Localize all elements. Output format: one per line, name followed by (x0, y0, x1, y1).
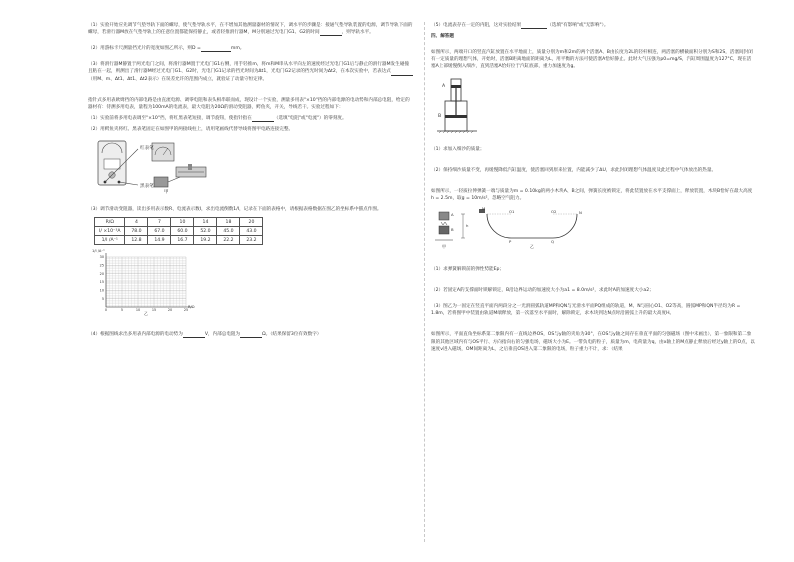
x-tick-label: 15 (151, 308, 157, 313)
table-cell: 45.0 (217, 227, 240, 236)
answer-blank[interactable] (183, 332, 205, 338)
table-cell: 19.2 (194, 236, 217, 245)
height-h-label: h (466, 222, 469, 228)
sub-question-1: （1）实验前将多用电表调至"×10"挡，将红黑表笔短接，调节旋钮，使指针指在 （选填"电阻"或"电流"）的零刻度。 (88, 115, 347, 121)
problem-1-text: 如图所示，两端开口的竖直汽缸放置在水平地面上，质量分别为m和2m的两个活塞A、B由长度为2L的轻杆相连，两活塞的横截面积分别为S和2S，活塞间封闭有一定质量的理想气体，开始时，活塞B距离地面的距离为L，用平衡的方法可使活塞A恰好静止。此时大气压强为p0=mg/S，汽缸周围温度为127°C，现在活塞A上部缓慢倒入细沙，直到活塞A恰好位于汽缸底部，重力加速度为g。 (431, 50, 753, 70)
answer-blank[interactable] (320, 30, 342, 36)
y-tick-label: 25 (99, 263, 104, 268)
data-table (94, 217, 263, 245)
table-cell: 20 (240, 218, 263, 227)
problem-2-q3: （3）图乙为一固定在竖直平面内两段分之一光滑圆弧轨道MP和QN与光滑水平面PQ组成的轨道，M、N与圆心O1、O2等高，圆弧MP和QN半径均为R = 1.8m，若将图甲中装置由轨道M端释放，第一次落至水平面时，解除锁定，求木块到达N点时沿圆弧上升的最大高度H。 (431, 304, 741, 317)
problem-1-q1: （1）求加入细沙的质量； (431, 146, 485, 152)
y-tick-label: 10 (99, 288, 104, 293)
graph-paper (92, 249, 202, 317)
point-q-label: Q (551, 238, 554, 244)
answer-blank[interactable] (240, 332, 262, 338)
block-a-label: A (451, 211, 454, 217)
y-tick-label: 30 (99, 255, 104, 260)
table-header-cell: 1/I /A⁻¹ (95, 236, 125, 245)
table-cell: 60.0 (171, 227, 194, 236)
point-p-label: P (509, 238, 512, 244)
problem-1-q2: （2）保持细沙质量不变，再缓慢降低汽缸温度，使活塞回到原来位置，内能减少了ΔU，求此封闭理想气体温度及此过程中气体放出的热量。 (431, 167, 717, 173)
answer-blank[interactable] (521, 23, 547, 29)
circuit-figure (94, 137, 234, 197)
table-cell: 14.9 (148, 236, 171, 245)
cylinder-figure (433, 75, 493, 137)
table-cell: 4 (125, 218, 148, 227)
black-probe-label: 黑表笔 (140, 184, 154, 190)
answer-blank[interactable] (391, 70, 413, 76)
graph-x-label: R/Ω (188, 305, 195, 310)
piston-b-label: B (438, 113, 442, 119)
problem-2-text: 如图所示，一轻质拉伸弹簧一端与质量为m = 0.10kg的两小木块A、B之间，弹簧长度被锁定，将此装置放在水平支撑面上，释放装置，木块B恰好在最大高度h = 2.5m，取g = 10m/s²，忽略空气阻力。 (431, 188, 753, 201)
table-cell: 52.0 (194, 227, 217, 236)
x-tick-label: 10 (135, 308, 141, 313)
left-column (88, 22, 413, 342)
x-tick-label: 0 (104, 308, 108, 313)
table-cell: 18 (217, 218, 240, 227)
figure-caption-jia: 甲 (442, 243, 446, 249)
question-1-text: （1）实验开始应先调节气垫导轨下面的螺母，使气垫导轨水平，在不增加其他测量器材的情况下，调水平的步骤是：接通气垫导轨装置的电源，调节导轨下面的螺母，若滑行器M放在气垫导轨上的任意位置都能保持静止，或者轻推滑行器M，M分别通过光电门G1、G2的时间 ，则导轨水平。 (88, 23, 413, 36)
table-cell: 16.7 (171, 236, 194, 245)
x-tick-label: 25 (183, 308, 189, 313)
table-cell: 67.0 (148, 227, 171, 236)
y-tick-label: 5 (101, 297, 104, 302)
sub-question-4: （4）根据图线求出多用表内部电源的电动势为 V，内部总电阻为 Ω。（结果保留3位有效数字） (88, 332, 322, 338)
graph-caption: 乙 (144, 311, 148, 317)
right-column (431, 22, 755, 357)
question-3-text: （3）将滑行器M静置于两光电门之间，将滑行器M置于光电门G1右侧，用手轻推m，将m和M串从水平向左的速度经过光电门G1后与静止的滑行器M发生碰撞且粘在一起，则测出了滑行器M经过光电门G1、G2时，光电门G1记录的挡光时间为Δt1，光电门G2记录的挡光时间为Δt2，在本次实验中，若表达式（用M、m、Δt1、Δt1、Δt2表示）在误差允许的范围内成立，就验证了动量守恒定律。 (88, 61, 413, 82)
x-tick-label: 20 (167, 308, 173, 313)
track-figure (433, 206, 643, 266)
section-heading: 四、解答题 (431, 34, 454, 40)
table-cell: 7 (148, 218, 171, 227)
sub-question-5: （5）电流表存在一定的内阻，这对实验结果 （选填"有影响"或"无影响"）。 (431, 23, 609, 28)
figure-caption-yi: 乙 (530, 243, 534, 249)
y-tick-label: 15 (99, 280, 104, 285)
circuit-figure-drawing (94, 137, 234, 197)
table-cell: 14 (194, 218, 217, 227)
table-cell: 22.2 (217, 236, 240, 245)
question-2-text: （2）用游标卡尺测量挡光片的宽度如图乙所示，则D = mm。 (88, 46, 245, 52)
y-tick-label: 20 (99, 272, 104, 277)
x-tick-label: 5 (120, 308, 124, 313)
piston-a-label: A (442, 83, 446, 89)
track-figure-drawing (433, 206, 643, 266)
table-cell: 23.2 (240, 236, 263, 245)
center-o2-label: O2 (551, 208, 557, 214)
table-header-cell: I/ ×10⁻³A (95, 227, 125, 236)
problem-2-q2: （2）若固定A的支撑面时锁解锁定，B沿边界运动的加速度大小为a1 = 8.0m/s²，求此时A的加速度大小a2； (431, 288, 654, 294)
table-row (95, 236, 263, 245)
center-o1-label: O1 (509, 208, 515, 214)
answer-blank[interactable] (252, 116, 274, 122)
red-probe-label: 红表笔 (140, 146, 154, 152)
table-cell: 12.8 (125, 236, 148, 245)
experiment-intro: 指针式多用表欧姆挡的内部电路是由直流电源、调零电阻和表头相串联而成，现设计一个实验，测量多用表"×10"挡的内部电源的电动势和内部总电阻，给定的器材有：待测多用电表，量程为100mA的电流表，最大电阻为20Ω的滑动变阻器，鳄鱼夹，开关，导线若干。实验过程如下： (88, 97, 410, 110)
table-cell: 10 (171, 218, 194, 227)
problem-3-text: 如图所示，平面直角坐标系第二象限内有一直线边界OS，OS与y轴的夹角为30°，在OS与y轴之间存在垂直平面的匀强磁场（图中未画出），第一象限和第二象限的其他区域内有与OS平行、方向指向右的匀强电场，磁场大小为E。一带负电的粒子，质量为m，电荷量为q，由x轴上的M点静止释放后经过y轴上的O点，以速度v进入磁场，OM间距离为L，之后垂直OS进入第二象限的电场，粒子重力不计，求：（结果 (431, 332, 755, 352)
table-header-cell: R/Ω (95, 218, 125, 227)
graph-y-label: 1/I /A⁻¹ (92, 249, 105, 254)
table-row (95, 227, 263, 236)
table-cell: 78.0 (125, 227, 148, 236)
graph-grid[interactable] (92, 249, 202, 317)
point-n-label: N (579, 209, 582, 215)
sub-question-3: （3）调节滑动变阻器，读出多用表示数R、电流表示数I，求出电流倒数1/I，记录在下面的表格中，请根据表格数据在图乙的坐标系中描点作图。 (88, 207, 382, 213)
block-b-label: B (451, 226, 454, 232)
column-divider (424, 22, 426, 542)
answer-blank[interactable] (201, 46, 231, 52)
table-row (95, 218, 263, 227)
point-m-label: M (482, 205, 486, 211)
problem-2-q1: （1）求弹簧解锁前的弹性势能Ep； (431, 266, 505, 272)
figure-caption: 甲 (164, 190, 169, 196)
table-cell: 43.0 (240, 227, 263, 236)
sub-question-2: （2）用鳄鱼夹将红、黑表笔固定在如图甲的两接线柱上，请用笔画线代替导线将图甲电路连接完整。 (88, 126, 294, 132)
